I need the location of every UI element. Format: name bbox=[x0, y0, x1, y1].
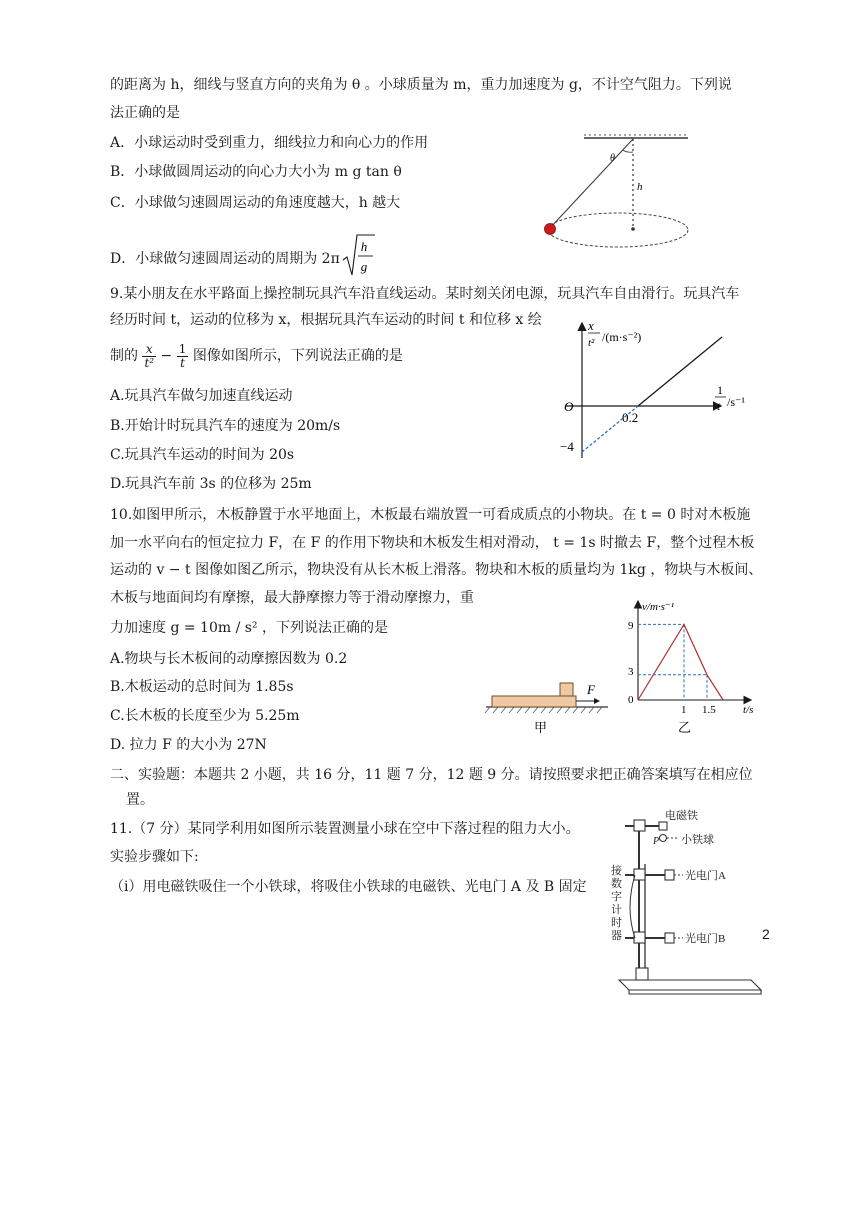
q10-option-c: C.长木板的长度至少为 5.25m bbox=[110, 708, 300, 724]
theta-label: θ bbox=[610, 153, 615, 164]
ground-hatch bbox=[485, 707, 602, 713]
q11-line1: 11.（7 分）某同学利用如图所示装置测量小球在空中下落过程的阻力大小。 bbox=[110, 821, 580, 837]
q10-stem-line3: 运动的 v − t 图像如图乙所示，物块没有从长木板上滑落。物块和木板的质量均为 1kg ，物块与木板间、 bbox=[110, 562, 763, 578]
q8-option-b: B．小球做圆周运动的向心力大小为 m g tan θ bbox=[110, 164, 402, 180]
frac-dash: − bbox=[160, 348, 173, 364]
stand-foot bbox=[636, 968, 648, 980]
gate-b-sensor bbox=[665, 933, 674, 943]
counter-char-1: 接 bbox=[611, 865, 622, 877]
q9-y-tick-label: −4 bbox=[560, 439, 574, 454]
gate-a-sensor bbox=[665, 870, 674, 880]
wooden-plank bbox=[492, 696, 576, 707]
orbit-center-dot bbox=[631, 227, 635, 231]
h-label: h bbox=[637, 181, 643, 193]
counter-char-2: 数 bbox=[611, 878, 622, 890]
electromagnet-block bbox=[659, 822, 667, 830]
q9-stem-line3 bbox=[110, 342, 403, 370]
conical-pendulum-figure bbox=[538, 128, 694, 258]
q9-stem-line1: 9.某小朋友在水平路面上操控制玩具汽车沿直线运动。某时刻关闭电源，玩具汽车自由滑行。玩具汽车 bbox=[110, 286, 740, 302]
fraction-1-over-t bbox=[177, 343, 189, 370]
x-over-t2-vs-1-over-t-graph bbox=[560, 316, 760, 464]
q10-stem-line5: 力加速度 g = 10m / s² ，下列说法正确的是 bbox=[110, 620, 388, 636]
q9-line3-post: 图像如图所示，下列说法正确的是 bbox=[192, 348, 403, 364]
q10-stem-line1: 10.如图甲所示，木板静置于水平地面上，木板最右端放置一可看成质点的小物块。在 t = 0 时对木板施 bbox=[110, 507, 751, 523]
p-label: P bbox=[653, 836, 660, 847]
q9-xlabel-unit: /s⁻¹ bbox=[727, 395, 745, 409]
top-clamp bbox=[634, 820, 645, 831]
counter-wire bbox=[630, 875, 635, 938]
gate-b-clamp bbox=[634, 932, 645, 943]
sqrt-formula bbox=[342, 233, 376, 285]
q9-ylabel-t2: t² bbox=[588, 337, 595, 349]
frac-t: t bbox=[180, 355, 185, 370]
q9-dashed-extension bbox=[582, 406, 638, 452]
counter-char-5: 时 bbox=[611, 917, 622, 929]
q10-xlabel: t/s bbox=[743, 704, 754, 716]
q10-stem-line4: 木板与地面间均有摩擦，最大静摩擦力等于滑动摩擦力，重 bbox=[110, 590, 474, 606]
q10-stem-line2: 加一水平向右的恒定拉力 F，在 F 的作用下物块和木板发生相对滑动， t = 1s 时撤去 F，整个过程木板 bbox=[110, 535, 755, 551]
figure-jia-caption: 甲 bbox=[534, 720, 548, 735]
fraction-x-over-t2 bbox=[142, 343, 156, 370]
q10-option-a: A.物块与长木板间的动摩擦因数为 0.2 bbox=[110, 651, 348, 667]
gate-a-label: 光电门A bbox=[685, 870, 726, 882]
q9-option-a: A.玩具汽车做匀加速直线运动 bbox=[110, 388, 293, 404]
q8-option-a: A．小球运动时受到重力，细线拉力和向心力的作用 bbox=[110, 135, 429, 151]
q9-option-d: D.玩具汽车前 3s 的位移为 25m bbox=[110, 476, 312, 492]
counter-char-6: 器 bbox=[611, 930, 622, 942]
frac-x: x bbox=[142, 343, 156, 357]
base-plate-side bbox=[629, 990, 761, 994]
base-plate-top bbox=[619, 980, 761, 990]
q10-y-tick-9: 9 bbox=[628, 620, 634, 632]
counter-char-3: 字 bbox=[611, 891, 622, 903]
q11-line3: （i）用电磁铁吸住一个小铁球，将吸住小铁球的电磁铁、光电门 A 及 B 固定 bbox=[110, 879, 587, 895]
q10-option-d: D. 拉力 F 的大小为 27N bbox=[110, 737, 267, 753]
q8-option-d-text: D．小球做匀速圆周运动的周期为 2π bbox=[110, 251, 340, 267]
counter-char-4: 计 bbox=[611, 904, 622, 916]
v-t-graph bbox=[612, 598, 764, 740]
force-arrowhead bbox=[594, 698, 600, 704]
figure-yi-caption: 乙 bbox=[678, 720, 692, 735]
q10-y-tick-0: 0 bbox=[628, 694, 634, 706]
q10-x-tick-1: 1 bbox=[681, 704, 687, 716]
falling-ball-apparatus-figure bbox=[605, 808, 765, 1000]
section2-heading-line1: 二、实验题：本题共 2 小题，共 16 分，11 题 7 分，12 题 9 分。请按照要求把正确答案填写在相应位 bbox=[110, 767, 753, 783]
angle-arc bbox=[623, 150, 633, 152]
magnet-label: 电磁铁 bbox=[665, 810, 698, 822]
q9-ylabel-x: x bbox=[588, 318, 594, 333]
force-label: F bbox=[587, 682, 595, 697]
gate-a-clamp bbox=[634, 869, 645, 880]
sqrt-denominator-g: g bbox=[360, 259, 368, 274]
q10-y-tick-3: 3 bbox=[628, 666, 634, 678]
sqrt-numerator-h: h bbox=[360, 239, 368, 254]
q9-ylabel-unit: /(m·s⁻²) bbox=[602, 330, 642, 344]
q9-data-line bbox=[638, 337, 722, 406]
plank-block-figure bbox=[484, 676, 610, 738]
q9-line3-pre: 制的 bbox=[110, 348, 138, 364]
q9-origin-label: O bbox=[564, 399, 574, 414]
q10-v-t-line bbox=[638, 624, 723, 700]
q9-option-b: B.开始计时玩具汽车的速度为 20m/s bbox=[110, 418, 341, 434]
frac-1: 1 bbox=[178, 341, 187, 356]
page-number: 2 bbox=[762, 926, 770, 942]
section2-heading-line2: 置。 bbox=[126, 792, 154, 808]
frac-t2: t² bbox=[144, 355, 155, 370]
q10-option-b: B.木板运动的总时间为 1.85s bbox=[110, 679, 294, 695]
q10-x-tick-1-5: 1.5 bbox=[702, 704, 716, 716]
q10-ylabel: v/m·s⁻¹ bbox=[642, 601, 675, 613]
ball bbox=[545, 224, 556, 235]
q11-line2: 实验步骤如下: bbox=[110, 849, 199, 865]
gate-b-label: 光电门B bbox=[685, 933, 726, 945]
q8-stem-line2: 法正确的是 bbox=[110, 105, 180, 121]
circular-orbit bbox=[548, 213, 688, 247]
q9-stem-line2: 经历时间 t，运动的位移为 x，根据玩具汽车运动的时间 t 和位移 x 绘 bbox=[110, 312, 542, 328]
q9-x-tick-label: 0.2 bbox=[622, 410, 639, 425]
ball-label: 小铁球 bbox=[681, 834, 714, 846]
iron-ball bbox=[660, 835, 667, 842]
q9-xlabel-1: 1 bbox=[717, 383, 723, 397]
q8-stem-line1: 的距离为 h，细线与竖直方向的夹角为 θ 。小球质量为 m，重力加速度为 g，不计空气阻力。下列说 bbox=[110, 77, 732, 93]
q8-option-d bbox=[110, 233, 376, 285]
q9-option-c: C.玩具汽车运动的时间为 20s bbox=[110, 447, 295, 463]
q8-option-c: C．小球做匀速圆周运动的角速度越大，h 越大 bbox=[110, 195, 401, 211]
q9-xlabel-t: t bbox=[717, 399, 721, 413]
small-block bbox=[560, 683, 573, 696]
